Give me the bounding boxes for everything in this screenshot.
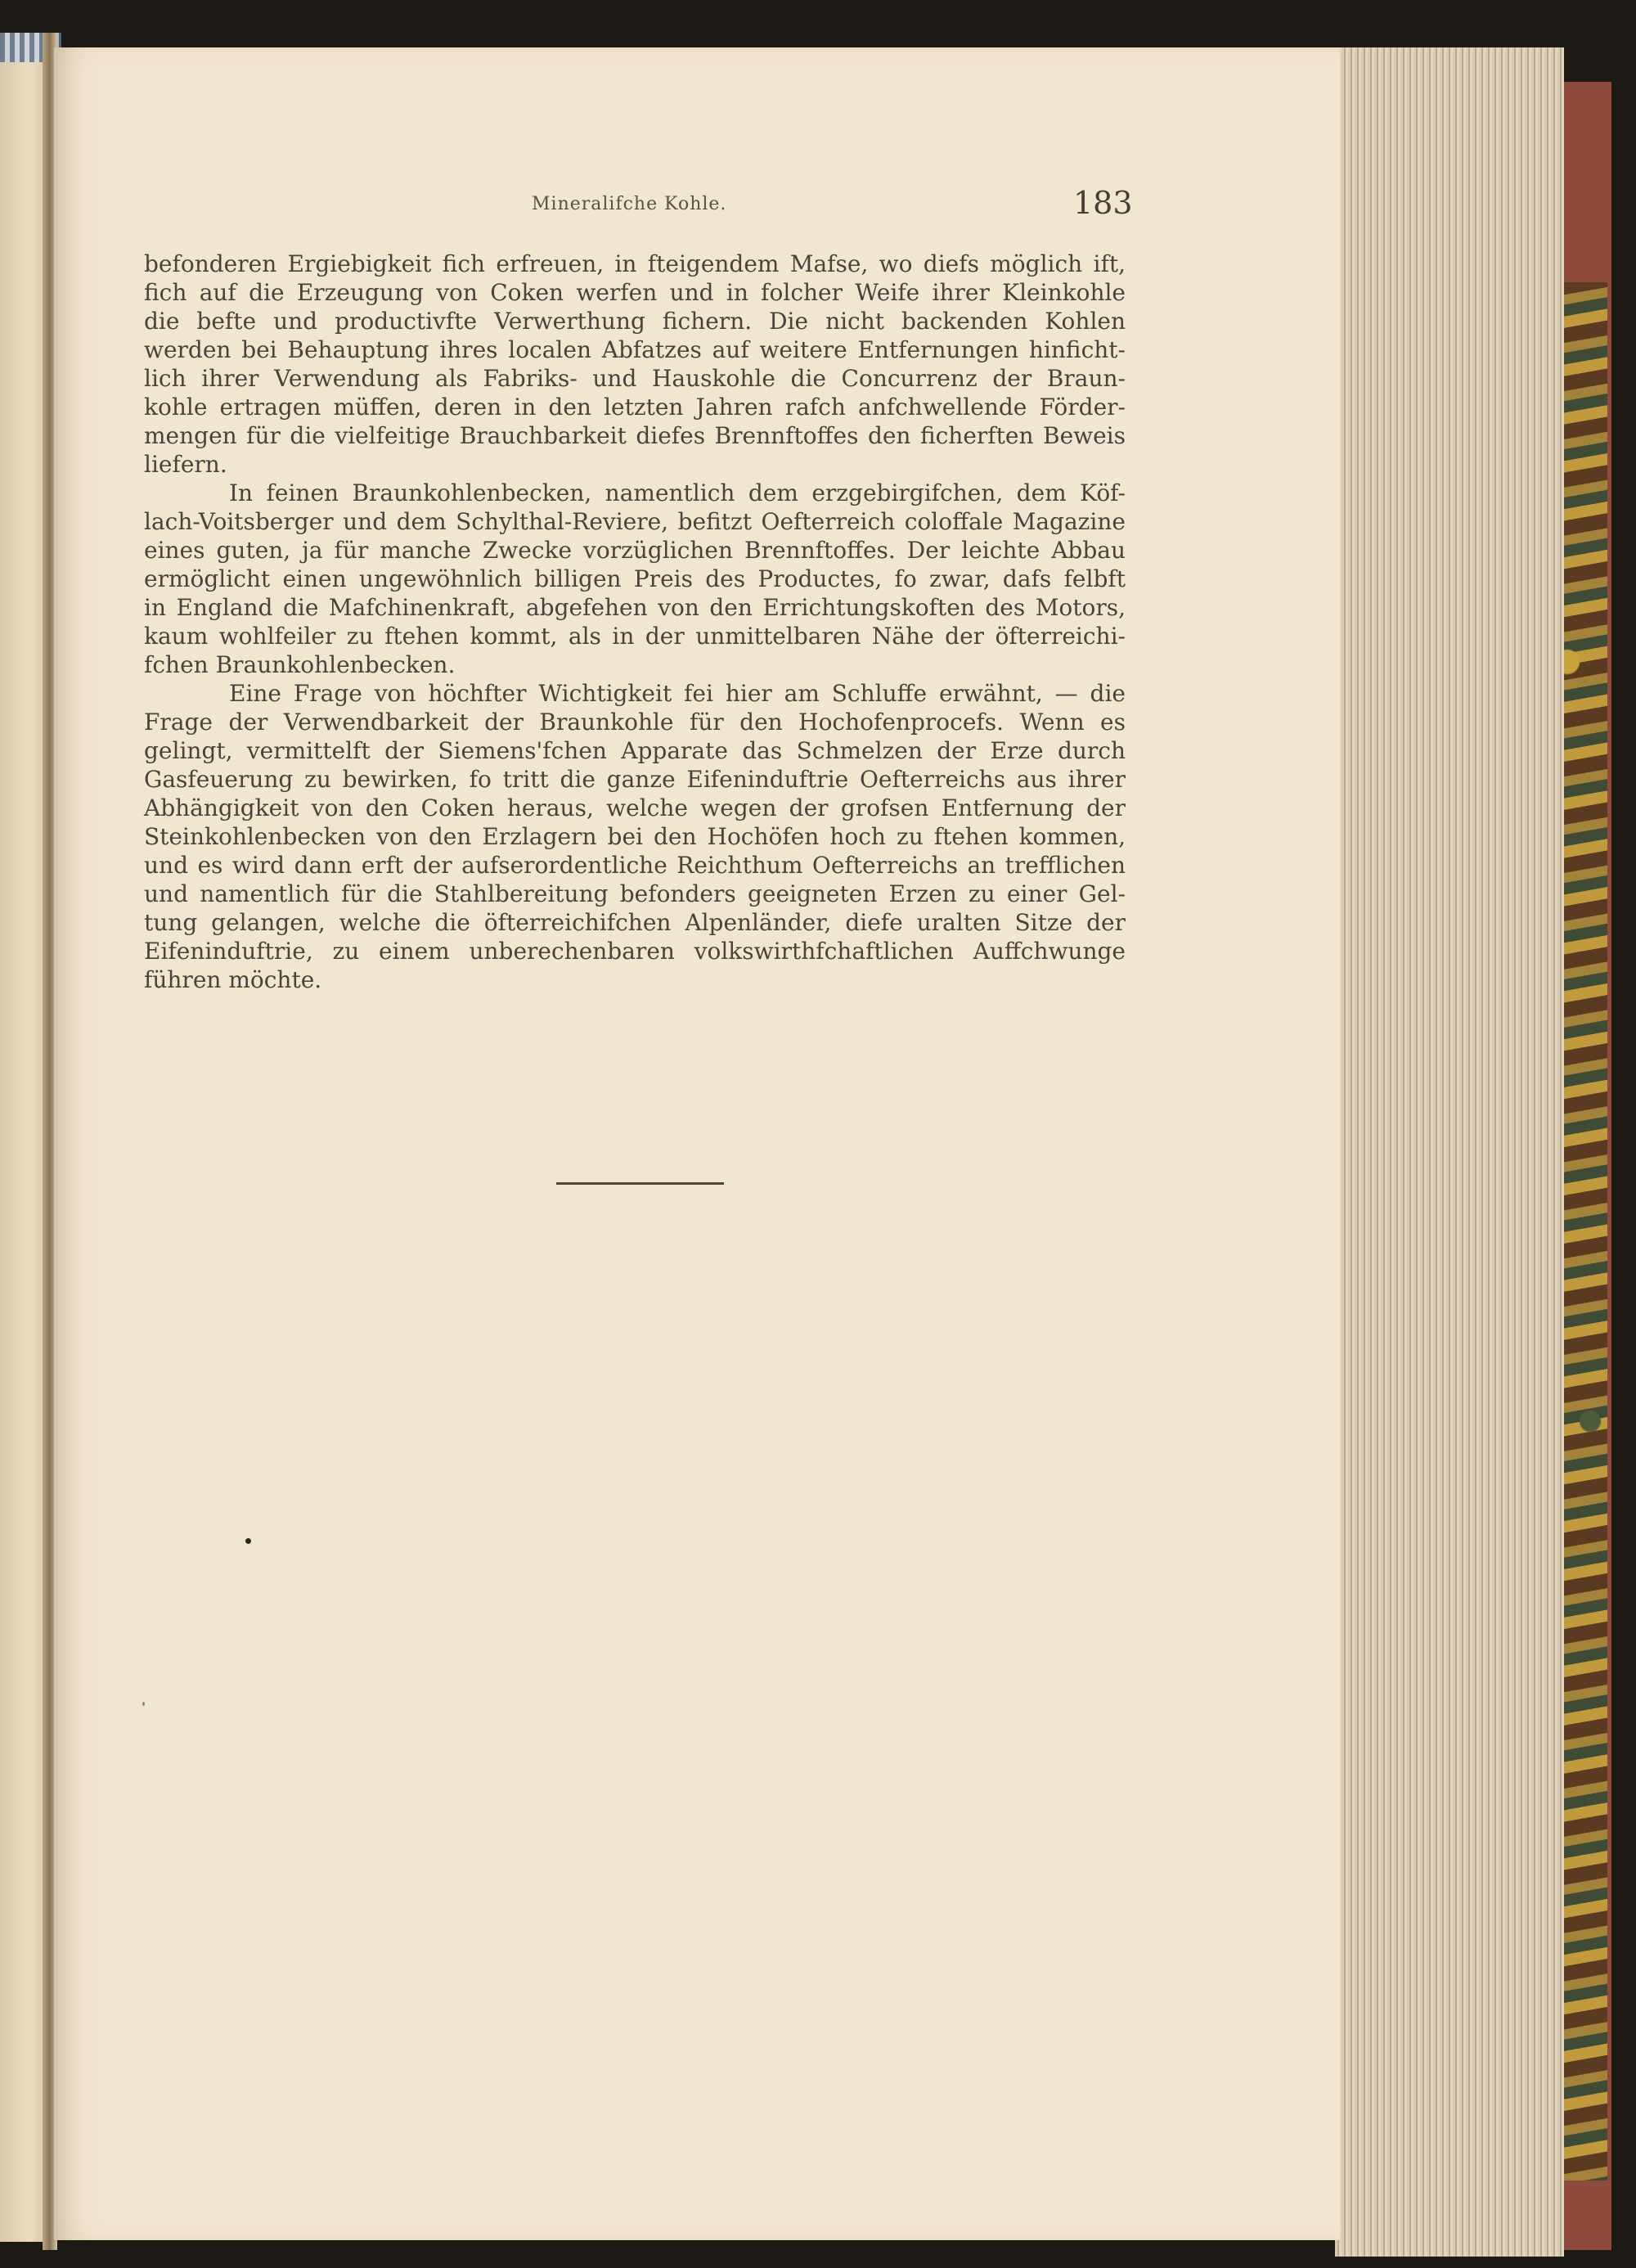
- text-line: Abhängigkeit von den Coken heraus, welche wegen der grofsen Entfernung der: [144, 794, 1126, 821]
- text-line: Frage der Verwendbarkeit der Braunkohle für den Hochofenprocefs. Wenn es: [144, 709, 1126, 736]
- paper-speck: [245, 1538, 251, 1544]
- text-line: in England die Mafchinenkraft, abgefehen von den Errichtungskoften des Motors,: [144, 594, 1126, 621]
- body-text: [144, 250, 1126, 994]
- text-line: lach-Voitsberger und dem Schylthal-Reviere, befitzt Oefterreich coloffale Magazine: [144, 508, 1126, 535]
- text-line: die befte und productivfte Verwerthung fichern. Die nicht backenden Kohlen: [144, 308, 1126, 335]
- section-end-rule: [556, 1182, 724, 1185]
- text-line: Gasfeuerung zu bewirken, fo tritt die ganze Eifeninduftrie Oefterreichs aus ihrer: [144, 766, 1126, 793]
- running-header: Mineralifche Kohle.: [532, 194, 727, 214]
- text-line: mengen für die vielfeitige Brauchbarkeit diefes Brennftoffes den ficherften Beweis: [144, 422, 1126, 449]
- text-line: eines guten, ja für manche Zwecke vorzüglichen Brennftoffes. Der leichte Abbau: [144, 537, 1126, 564]
- text-line: gelingt, vermittelft der Siemens'fchen Apparate das Schmelzen der Erze durch: [144, 737, 1126, 764]
- text-line: Eine Frage von höchfter Wichtigkeit fei hier am Schluffe erwähnt, — die: [229, 680, 1126, 707]
- text-line: befonderen Ergiebigkeit fich erfreuen, in fteigendem Mafse, wo diefs möglich ift,: [144, 250, 1126, 277]
- text-line: kaum wohlfeiler zu ftehen kommt, als in der unmittelbaren Nähe der öfterreichi-: [144, 623, 1126, 650]
- paper-speck: [142, 1702, 145, 1706]
- text-line: werden bei Behauptung ihres localen Abfatzes auf weitere Entfernungen hinficht-: [144, 336, 1126, 363]
- page-number: 183: [1073, 185, 1133, 221]
- text-line: und namentlich für die Stahlbereitung befonders geeigneten Erzen zu einer Gel-: [144, 880, 1126, 907]
- text-line: In feinen Braunkohlenbecken, namentlich dem erzgebirgifchen, dem Köf-: [229, 479, 1126, 506]
- text-line: lich ihrer Verwendung als Fabriks- und Hauskohle die Concurrenz der Braun-: [144, 365, 1126, 392]
- text-line: Steinkohlenbecken von den Erzlagern bei den Hochöfen hoch zu ftehen kommen,: [144, 823, 1126, 850]
- text-line: kohle ertragen müffen, deren in den letzten Jahren rafch anfchwellende Förder-: [144, 394, 1126, 421]
- text-line: fich auf die Erzeugung von Coken werfen und in folcher Weife ihrer Kleinkohle: [144, 279, 1126, 306]
- text-line: Eifeninduftrie, zu einem unberechenbaren volkswirthfchaftlichen Auffchwunge: [144, 938, 1126, 965]
- text-line: ermöglicht einen ungewöhnlich billigen Preis des Productes, fo zwar, dafs felbft: [144, 565, 1126, 592]
- text-line: fchen Braunkohlenbecken.: [144, 651, 456, 678]
- text-line: tung gelangen, welche die öfterreichifchen Alpenländer, diefe uralten Sitze der: [144, 909, 1126, 936]
- text-line: führen möchte.: [144, 966, 322, 993]
- text-line: und es wird dann erft der aufserordentliche Reichthum Oefterreichs an trefflichen: [144, 852, 1126, 879]
- page-block-edges: [1335, 47, 1564, 2257]
- text-line: liefern.: [144, 451, 227, 478]
